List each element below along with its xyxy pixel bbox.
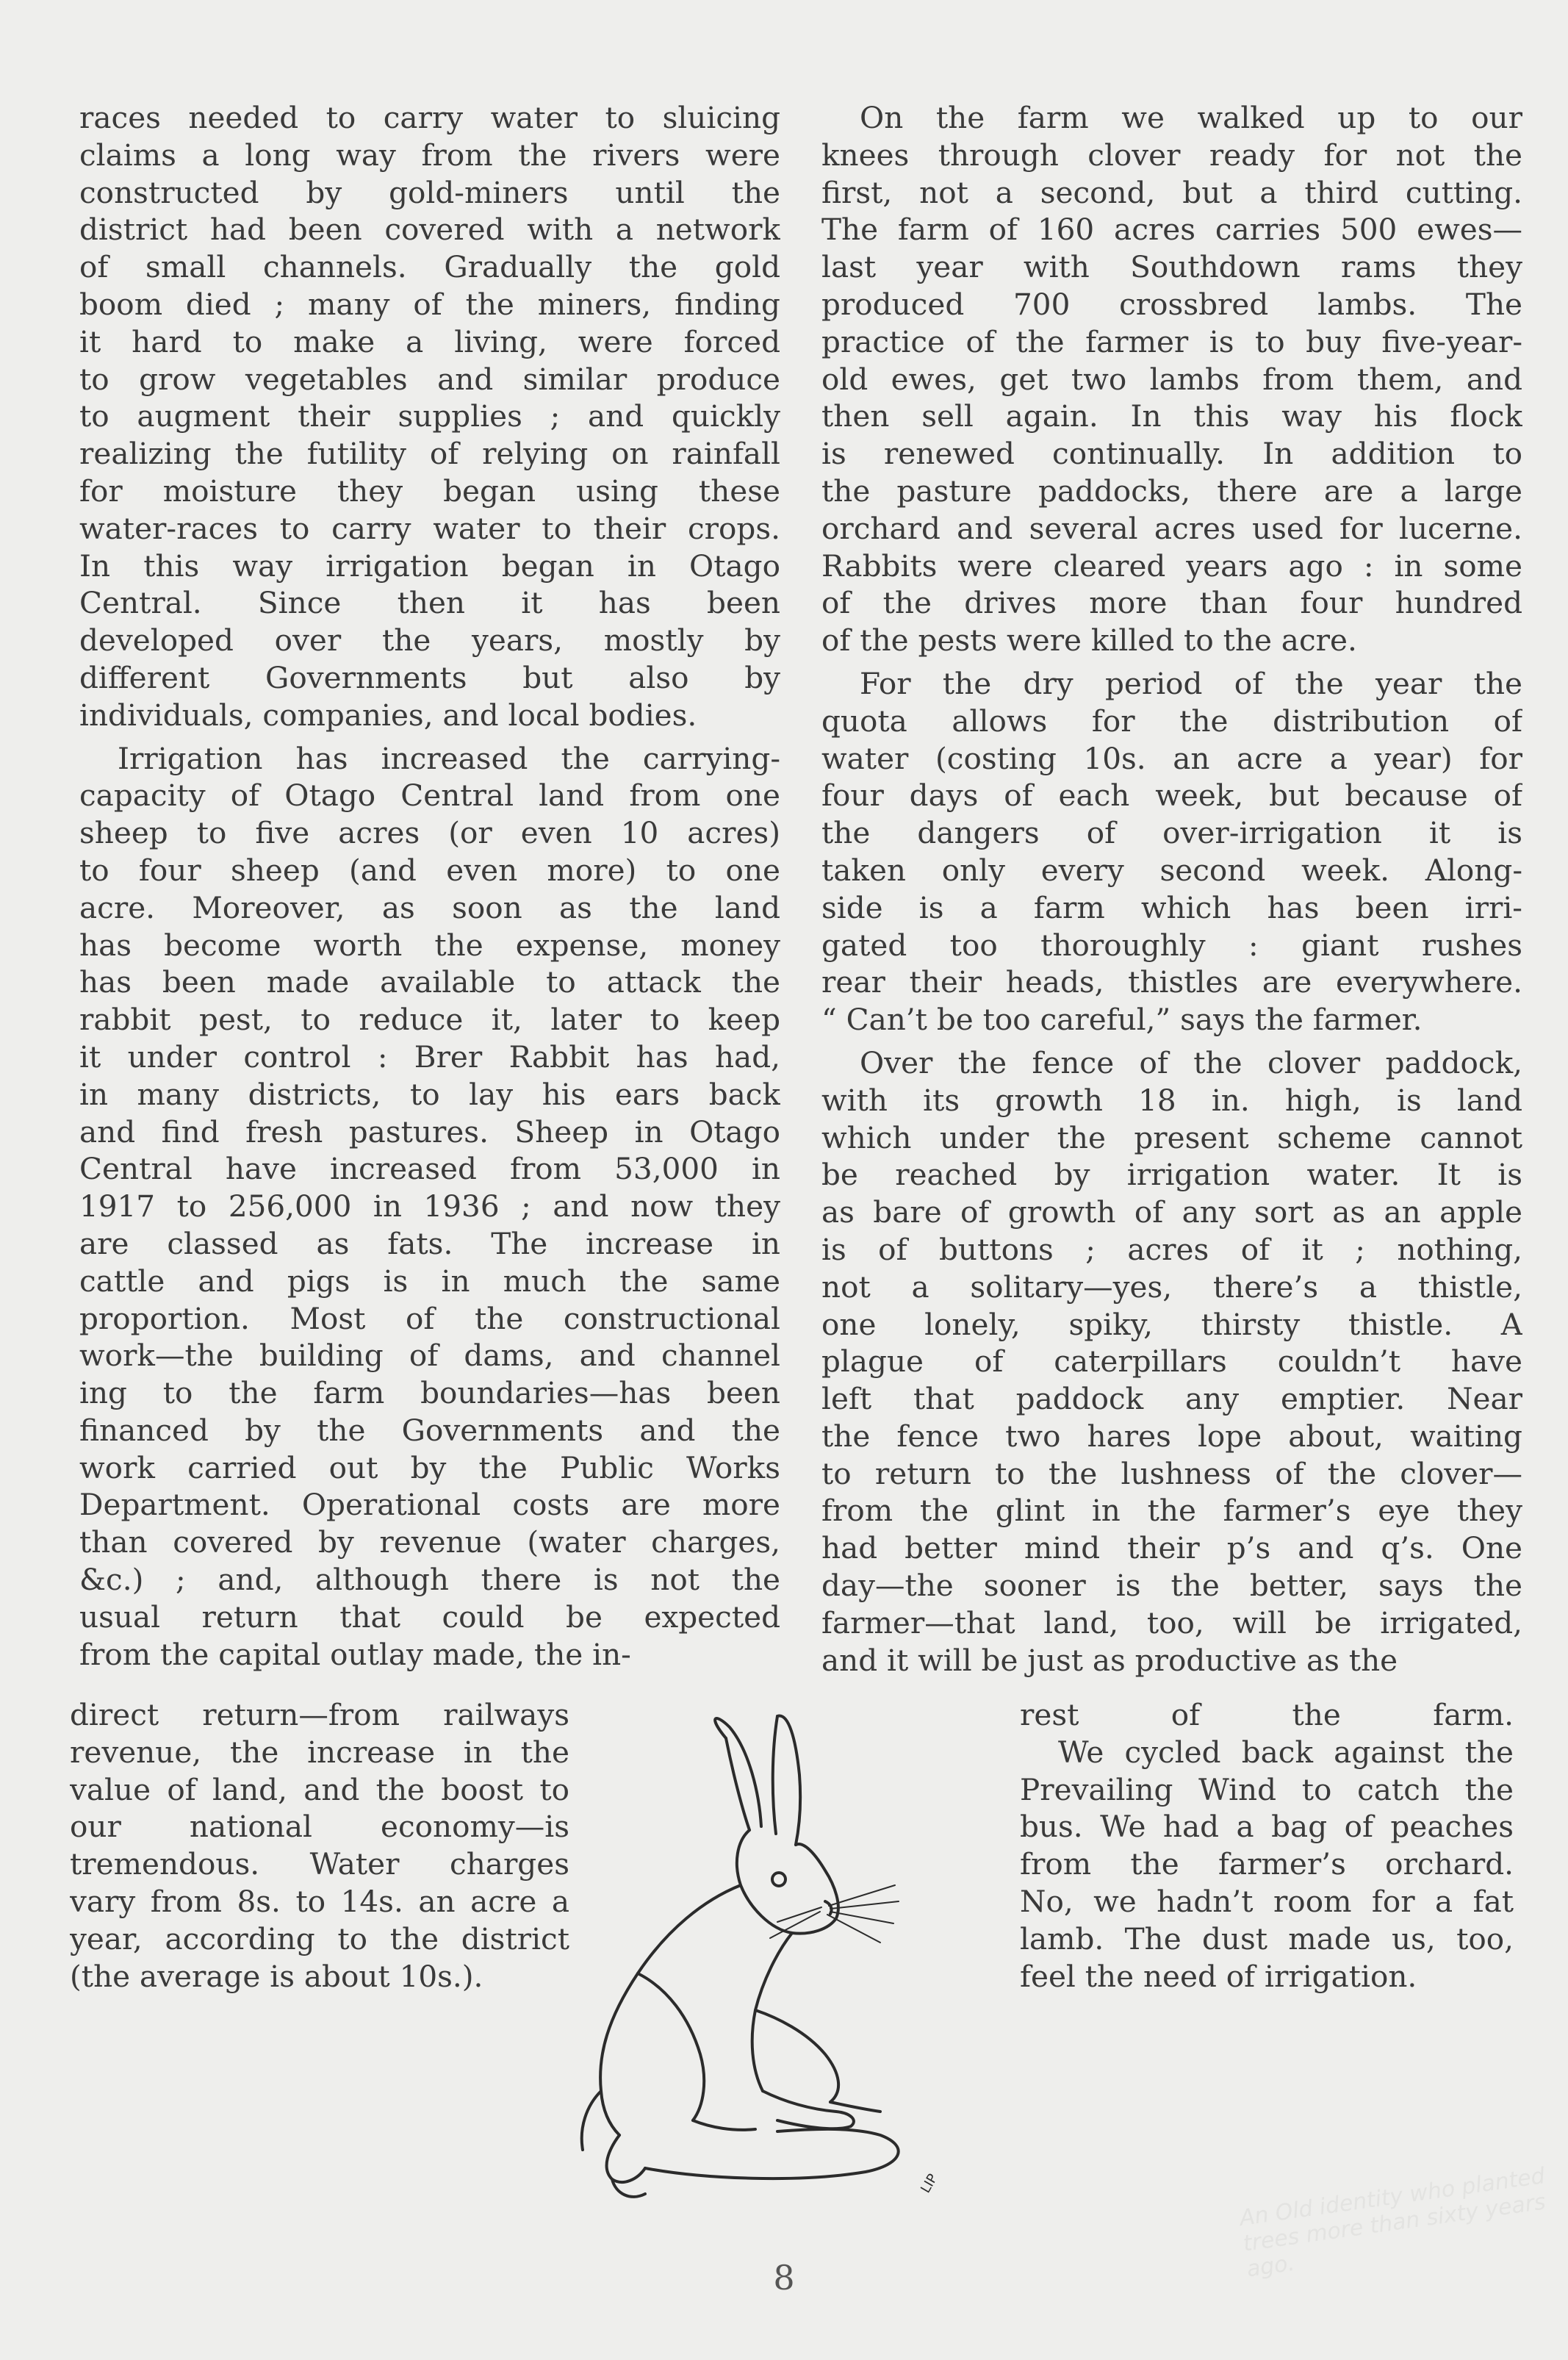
text-line: capacity of Otago Central land from one — [79, 778, 780, 814]
text-line: Prevailing Wind to catch the — [1020, 1771, 1514, 1807]
text-line: to four sheep (and even more) to one — [79, 852, 780, 888]
right-wrap-paragraph — [1020, 1696, 1514, 1995]
text-line: rear their heads, thistles are everywhere. — [821, 964, 1522, 1000]
text-line: work—the building of dams, and channel — [79, 1338, 780, 1374]
text-line: from the farmer’s orchard. — [1020, 1846, 1514, 1882]
text-line: old ewes, get two lambs from them, and — [821, 361, 1522, 397]
text-line: and find fresh pastures. Sheep in Otago — [79, 1113, 780, 1149]
text-line: as bare of growth of any sort as an apple — [821, 1194, 1522, 1230]
text-line: first, not a second, but a third cutting. — [821, 174, 1522, 210]
text-line: to grow vegetables and similar produce — [79, 361, 780, 397]
text-line: of small channels. Gradually the gold — [79, 249, 780, 285]
text-line: it under control : Brer Rabbit has had, — [79, 1039, 780, 1075]
text-line: bus. We had a bag of peaches — [1020, 1809, 1514, 1845]
text-line: tremendous. Water charges — [70, 1846, 569, 1882]
text-line: be reached by irrigation water. It is — [821, 1157, 1522, 1193]
text-line: Irrigation has increased the carrying- — [118, 740, 780, 776]
text-line: On the farm we walked up to our — [860, 100, 1522, 135]
right-paragraph-1 — [821, 99, 1522, 659]
text-line: taken only every second week. Along- — [821, 852, 1522, 888]
text-line: revenue, the increase in the — [70, 1734, 569, 1770]
text-line: The farm of 160 acres carries 500 ewes— — [821, 212, 1522, 248]
right-column — [821, 99, 1522, 1679]
text-line: to augment their supplies ; and quickly — [79, 398, 780, 434]
text-line: farmer—that land, too, will be irrigated, — [821, 1604, 1522, 1640]
text-line: In this way irrigation began in Otago — [79, 548, 780, 584]
text-line: the fence two hares lope about, waiting — [821, 1418, 1522, 1454]
text-line: claims a long way from the rivers were — [79, 137, 780, 173]
text-line: are classed as fats. The increase in — [79, 1225, 780, 1261]
text-line: has been made available to attack the — [79, 964, 780, 1000]
text-line: usual return that could be expected — [79, 1599, 780, 1635]
text-line: acre. Moreover, as soon as the land — [79, 889, 780, 925]
text-line: produced 700 crossbred lambs. The — [821, 286, 1522, 322]
text-line: ing to the farm boundaries—has been — [79, 1375, 780, 1411]
text-line: lamb. The dust made us, too, — [1020, 1920, 1514, 1956]
text-line: four days of each week, but because of — [821, 778, 1522, 814]
text-line: proportion. Most of the constructional — [79, 1300, 780, 1336]
text-line: side is a farm which has been irri- — [821, 889, 1522, 925]
text-line: vary from 8s. to 14s. an acre a — [70, 1883, 569, 1919]
text-line: work carried out by the Public Works — [79, 1449, 780, 1485]
left-wrap-paragraph — [70, 1696, 569, 1995]
text-line: rest of the farm. — [1020, 1697, 1514, 1732]
text-line: our national economy—is — [70, 1809, 569, 1845]
text-line: value of land, and the boost to — [70, 1771, 569, 1807]
text-line: rabbit pest, to reduce it, later to keep — [79, 1002, 780, 1038]
left-column — [79, 99, 780, 1673]
text-line: one lonely, spiky, thirsty thistle. A — [821, 1306, 1522, 1342]
right-paragraph-2 — [821, 665, 1522, 1039]
text-line: direct return—from railways — [70, 1697, 569, 1732]
text-line: (the average is about 10s.). — [70, 1958, 483, 1994]
text-line: Central have increased from 53,000 in — [79, 1151, 780, 1187]
text-line: races needed to carry water to sluicing — [79, 100, 780, 135]
text-line: We cycled back against the — [1058, 1734, 1514, 1770]
text-line: gated too thoroughly : giant rushes — [821, 927, 1522, 963]
text-line: from the glint in the farmer’s eye they — [821, 1493, 1522, 1529]
text-line: which under the present scheme cannot — [821, 1119, 1522, 1155]
text-line: realizing the futility of relying on rainfall — [79, 436, 780, 472]
text-line: than covered by revenue (water charges, — [79, 1524, 780, 1560]
text-line: sheep to five acres (or even 10 acres) — [79, 815, 780, 851]
page-number: 8 — [773, 2258, 795, 2298]
text-line: Central. Since then it has been — [79, 585, 780, 621]
text-line: from the capital outlay made, the in- — [79, 1636, 631, 1672]
text-line: year, according to the district — [70, 1920, 569, 1956]
text-line: developed over the years, mostly by — [79, 623, 780, 659]
text-line: Department. Operational costs are more — [79, 1487, 780, 1523]
text-line: water (costing 10s. an acre a year) for — [821, 740, 1522, 776]
text-line: Over the fence of the clover paddock, — [860, 1044, 1522, 1080]
text-line: to return to the lushness of the clover— — [821, 1455, 1522, 1491]
text-line: 1917 to 256,000 in 1936 ; and now they — [79, 1188, 780, 1224]
text-line: of the drives more than four hundred — [821, 585, 1522, 621]
text-line: &c.) ; and, although there is not the — [79, 1562, 780, 1598]
text-line: different Governments but also by — [79, 659, 780, 695]
text-line: plague of caterpillars couldn’t have — [821, 1344, 1522, 1380]
text-line: the dangers of over-irrigation it is — [821, 815, 1522, 851]
text-line: it hard to make a living, were forced — [79, 323, 780, 359]
text-line: for moisture they began using these — [79, 473, 780, 509]
text-line: water-races to carry water to their crops. — [79, 510, 780, 546]
text-line: For the dry period of the year the — [860, 665, 1522, 701]
rabbit-illustration — [557, 1709, 1027, 2216]
text-line: last year with Southdown rams they — [821, 249, 1522, 285]
text-line: then sell again. In this way his flock — [821, 398, 1522, 434]
text-line: and it will be just as productive as the — [821, 1642, 1398, 1678]
text-line: has become worth the expense, money — [79, 927, 780, 963]
text-line: “ Can’t be too careful,” says the farmer. — [821, 1002, 1423, 1038]
left-paragraph-1 — [79, 99, 780, 734]
text-line: the pasture paddocks, there are a large — [821, 473, 1522, 509]
text-line: with its growth 18 in. high, is land — [821, 1082, 1522, 1118]
left-paragraph-2 — [79, 740, 780, 1674]
text-line: cattle and pigs is in much the same — [79, 1263, 780, 1299]
text-line: had better mind their p’s and q’s. One — [821, 1530, 1522, 1566]
text-line: not a solitary—yes, there’s a thistle, — [821, 1269, 1522, 1305]
text-line: boom died ; many of the miners, finding — [79, 286, 780, 322]
illustration-signature: LIP — [918, 2171, 941, 2196]
text-line: of the pests were killed to the acre. — [821, 623, 1357, 659]
text-line: No, we hadn’t room for a fat — [1020, 1883, 1514, 1919]
text-line: constructed by gold-miners until the — [79, 174, 780, 210]
text-line: knees through clover ready for not the — [821, 137, 1522, 173]
text-line: Rabbits were cleared years ago : in some — [821, 548, 1522, 584]
text-line: practice of the farmer is to buy five-year- — [821, 323, 1522, 359]
text-line: financed by the Governments and the — [79, 1412, 780, 1448]
right-paragraph-3 — [821, 1044, 1522, 1679]
text-line: is renewed continually. In addition to — [821, 436, 1522, 472]
text-line: in many districts, to lay his ears back — [79, 1076, 780, 1112]
text-line: district had been covered with a network — [79, 212, 780, 248]
text-line: is of buttons ; acres of it ; nothing, — [821, 1231, 1522, 1267]
bleed-through-caption: An Old identity who planted trees more than sixty years ago. — [1237, 2163, 1547, 2283]
text-line: orchard and several acres used for lucerne. — [821, 510, 1522, 546]
text-line: day—the sooner is the better, says the — [821, 1568, 1522, 1604]
text-line: left that paddock any emptier. Near — [821, 1381, 1522, 1417]
text-line: feel the need of irrigation. — [1020, 1958, 1417, 1994]
text-line: individuals, companies, and local bodies. — [79, 697, 697, 733]
text-line: quota allows for the distribution of — [821, 703, 1522, 739]
